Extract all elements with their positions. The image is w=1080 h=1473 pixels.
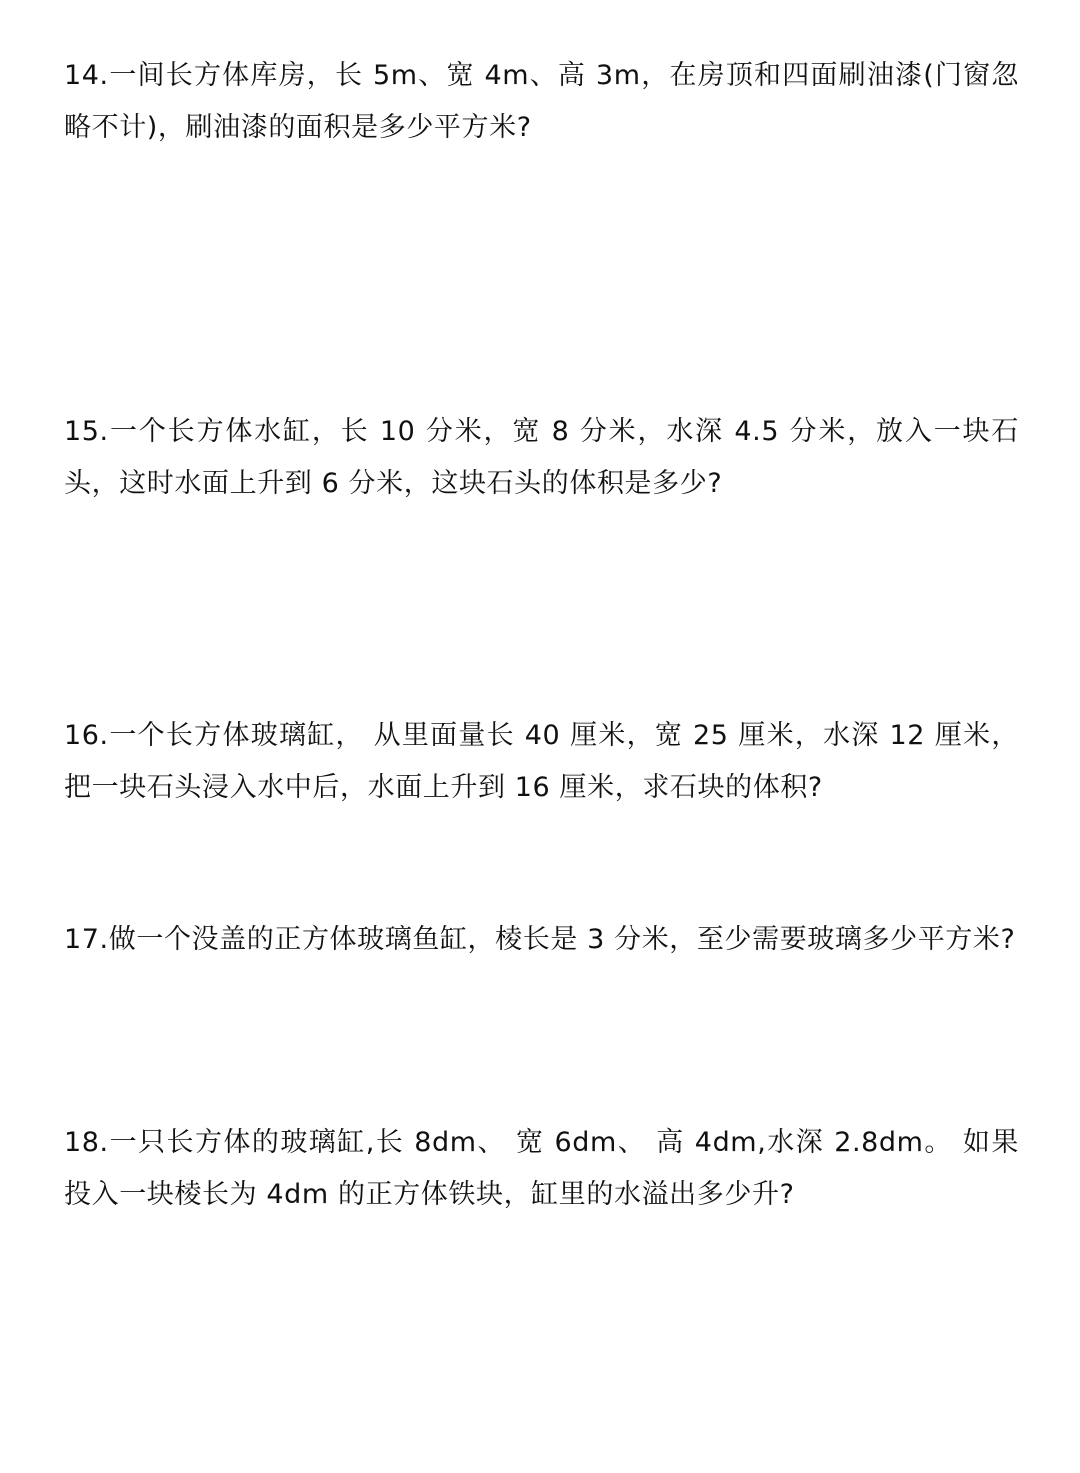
problem-number: 15. <box>64 416 109 447</box>
problem-number: 17. <box>64 924 109 955</box>
problem-text: 一间长方体库房，长 5m、宽 4m、高 3m，在房顶和四面刷油漆(门窗忽略不计)，刷油漆的面积是多少平方米? <box>64 60 1019 143</box>
problem-text: 一个长方体玻璃缸， 从里面量长 40 厘米，宽 25 厘米，水深 12 厘米，把一块石头浸入水中后，水面上升到 16 厘米，求石块的体积? <box>64 720 1019 803</box>
problem-17 <box>64 914 1019 966</box>
problem-18 <box>64 1117 1019 1221</box>
problem-text: 一只长方体的玻璃缸,长 8dm、 宽 6dm、 高 4dm,水深 2.8dm。 如果投入一块棱长为 4dm 的正方体铁块，缸里的水溢出多少升? <box>64 1127 1019 1210</box>
problem-number: 14. <box>64 60 109 91</box>
problem-text: 一个长方体水缸，长 10 分米，宽 8 分米，水深 4.5 分米，放入一块石头，这时水面上升到 6 分米，这块石头的体积是多少? <box>64 416 1019 499</box>
problem-number: 18. <box>64 1127 109 1158</box>
problem-14 <box>64 50 1019 154</box>
problem-text: 做一个没盖的正方体玻璃鱼缸，棱长是 3 分米，至少需要玻璃多少平方米? <box>108 924 1016 955</box>
problem-15 <box>64 406 1019 510</box>
problem-16 <box>64 710 1019 814</box>
problem-number: 16. <box>64 720 109 751</box>
